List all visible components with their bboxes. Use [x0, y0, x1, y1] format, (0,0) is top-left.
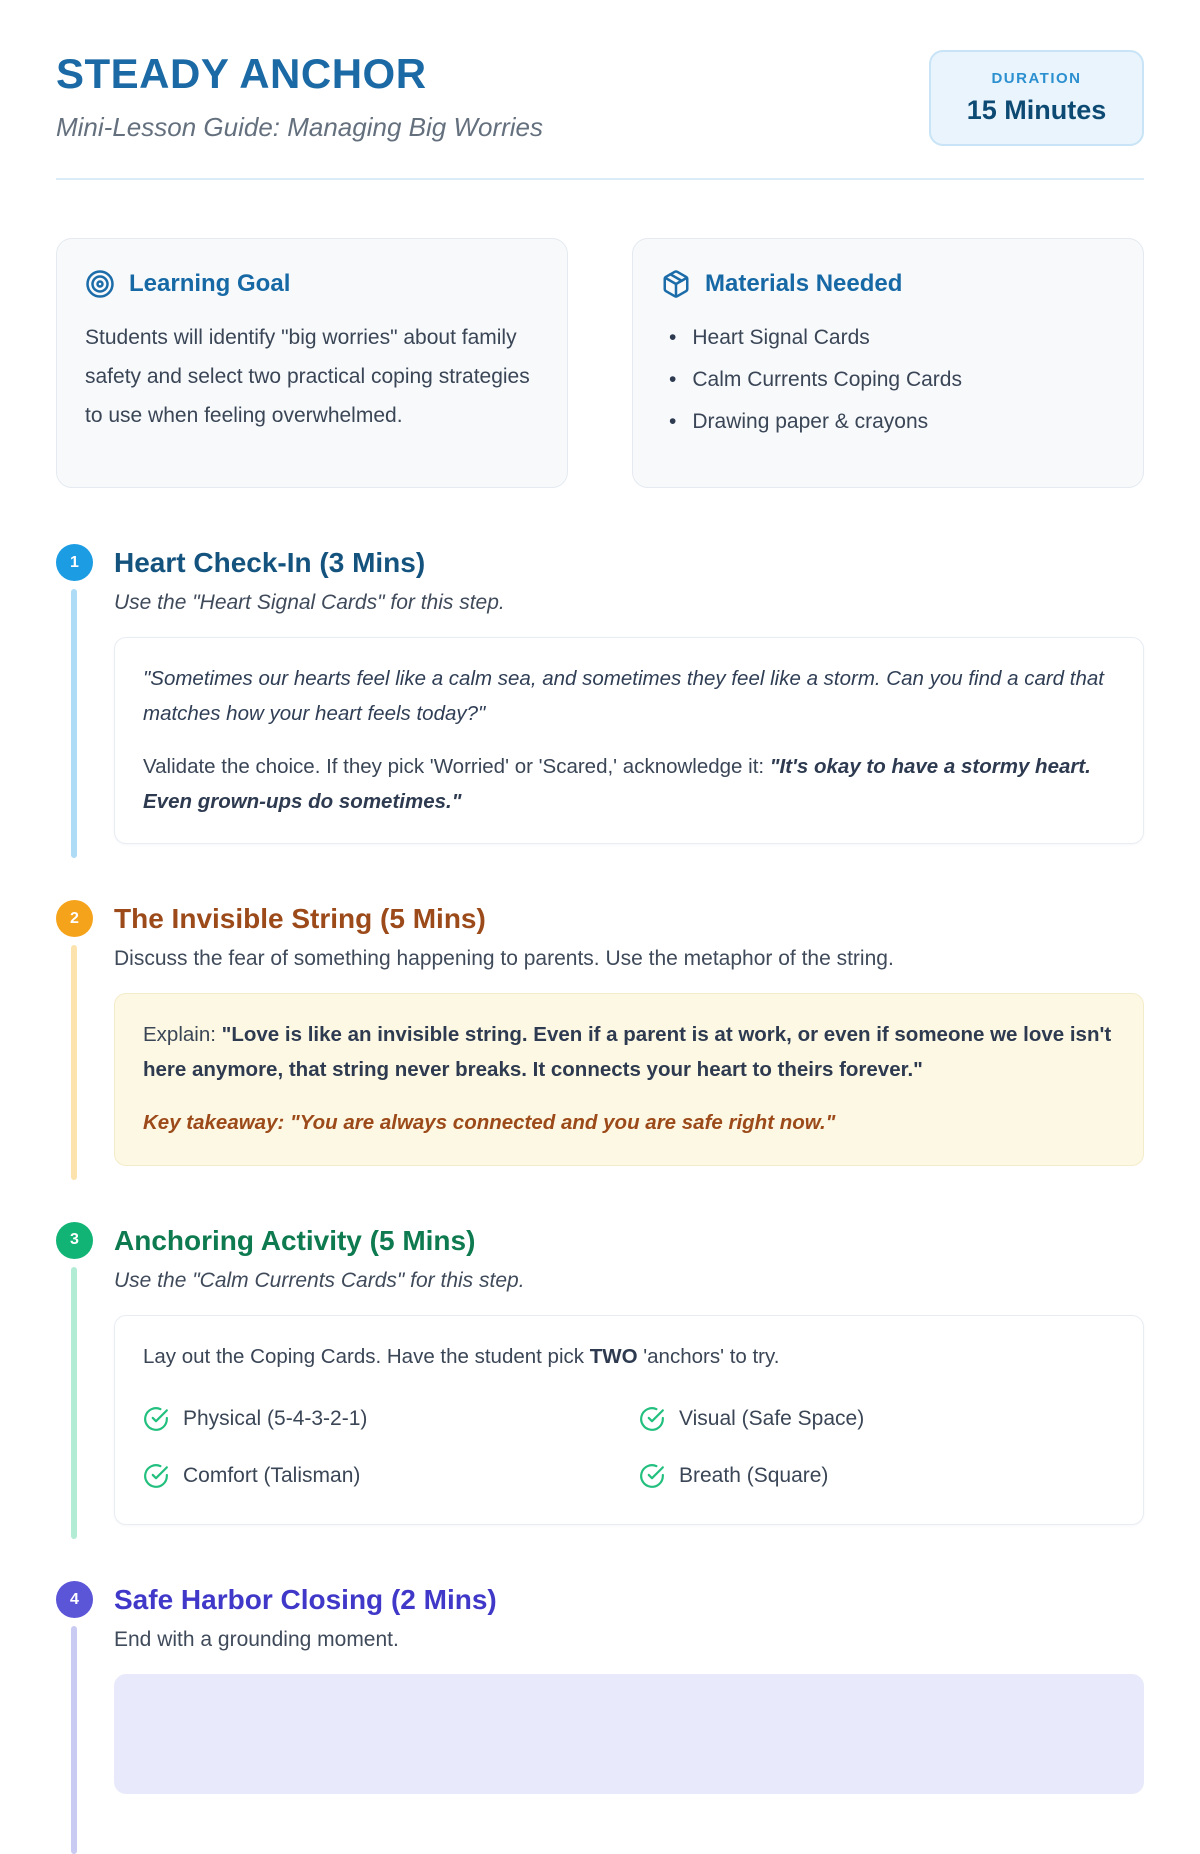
- learning-goal-box: [56, 238, 568, 488]
- coping-option: [143, 1458, 619, 1494]
- key-takeaway: Key takeaway: "You are always connected and you are safe right now.": [143, 1111, 836, 1135]
- coping-option-label: Physical (5-4-3-2-1): [183, 1406, 368, 1430]
- step-title: The Invisible String (5 Mins): [114, 903, 486, 935]
- list-item: [661, 401, 1115, 443]
- step-invisible-string: [56, 900, 1144, 1166]
- check-circle-icon: [639, 1406, 665, 1432]
- explain-quote: "Love is like an invisible string. Even if a parent is at work, or even if someone we love isn't here anymore, that string never breaks. It connects your heart to theirs forever.": [143, 1023, 1112, 1082]
- step-title: Anchoring Activity (5 Mins): [114, 1224, 476, 1256]
- step-anchoring-activity: [56, 1222, 1144, 1525]
- script-quote: "Sometimes our hearts feel like a calm sea, and sometimes they feel like a storm. Can you find a card that matches how your heart feels today?": [143, 667, 1104, 725]
- page-title: STEADY ANCHOR: [56, 50, 427, 97]
- page-subtitle: Mini-Lesson Guide: Managing Big Worries: [56, 112, 543, 142]
- instruction-emphasis: TWO: [589, 1344, 638, 1368]
- check-circle-icon: [639, 1463, 665, 1489]
- header: [56, 50, 1144, 146]
- materials-box: [632, 238, 1144, 488]
- bullet-icon: •: [669, 368, 677, 391]
- header-text: [56, 50, 543, 143]
- coping-option: [143, 1401, 619, 1437]
- step-subtitle: Discuss the fear of something happening to parents. Use the metaphor of the string.: [114, 947, 894, 971]
- step-connector-line: [71, 1267, 77, 1539]
- material-label: Heart Signal Cards: [692, 326, 870, 349]
- activity-instruction: [143, 1340, 1115, 1375]
- facilitator-note: [143, 750, 1115, 820]
- learning-goal-title: Learning Goal: [129, 270, 291, 297]
- step-number-badge: 1: [56, 544, 93, 581]
- materials-title: Materials Needed: [705, 270, 903, 297]
- coping-option: [639, 1458, 1115, 1494]
- check-circle-icon: [143, 1463, 169, 1489]
- learning-goal-header: [85, 269, 539, 299]
- check-circle-icon: [143, 1406, 169, 1432]
- coping-option-label: Visual (Safe Space): [679, 1406, 865, 1430]
- step-number-badge: 4: [56, 1581, 93, 1618]
- step-number-badge: 3: [56, 1222, 93, 1259]
- step-card: [114, 993, 1144, 1166]
- explain-prefix: Explain:: [143, 1023, 222, 1047]
- bullet-icon: •: [669, 410, 677, 433]
- materials-header: [661, 269, 1115, 299]
- header-divider: [56, 178, 1144, 180]
- material-label: Drawing paper & crayons: [692, 410, 929, 433]
- step-title: Heart Check-In (3 Mins): [114, 547, 426, 578]
- step-subtitle: End with a grounding moment.: [114, 1628, 399, 1652]
- step-connector-line: [71, 945, 77, 1180]
- step-card: [114, 637, 1144, 844]
- step-safe-harbor-closing: [56, 1581, 1144, 1794]
- coping-option-label: Comfort (Talisman): [183, 1464, 361, 1488]
- coping-option: [639, 1401, 1115, 1437]
- step-connector-line: [71, 1626, 77, 1854]
- step-subtitle: Use the "Heart Signal Cards" for this step.: [114, 591, 505, 614]
- material-label: Calm Currents Coping Cards: [692, 368, 962, 391]
- coping-options-grid: [143, 1401, 1115, 1500]
- duration-value: 15 Minutes: [966, 95, 1107, 125]
- package-icon: [661, 269, 691, 299]
- list-item: [661, 359, 1115, 401]
- step-connector-line: [71, 589, 77, 858]
- bullet-icon: •: [669, 326, 677, 349]
- duration-label: DURATION: [991, 70, 1082, 87]
- step-card: [114, 1315, 1144, 1525]
- step-subtitle: Use the "Calm Currents Cards" for this step.: [114, 1268, 525, 1292]
- note-quote: "It's okay to have a stormy heart. Even grown-ups do sometimes.": [143, 754, 1091, 813]
- duration-badge: [929, 50, 1144, 146]
- list-item: [661, 317, 1115, 359]
- step-heart-check-in: [56, 544, 1144, 844]
- instruction-text: Lay out the Coping Cards. Have the student pick: [143, 1344, 590, 1368]
- instruction-text: 'anchors' to try.: [637, 1344, 780, 1368]
- explain-line: [143, 1018, 1115, 1088]
- step-title: Safe Harbor Closing (2 Mins): [114, 1584, 497, 1616]
- learning-goal-body: Students will identify "big worries" about family safety and select two practical coping strategies to use when feeling overwhelmed.: [85, 326, 530, 427]
- coping-option-label: Breath (Square): [679, 1464, 829, 1488]
- note-text: Validate the choice. If they pick 'Worried' or 'Scared,' acknowledge it:: [143, 754, 770, 778]
- step-card: [114, 1674, 1144, 1794]
- materials-list: [661, 317, 1115, 443]
- target-icon: [85, 269, 115, 299]
- step-number-badge: 2: [56, 900, 93, 937]
- info-row: [56, 238, 1144, 488]
